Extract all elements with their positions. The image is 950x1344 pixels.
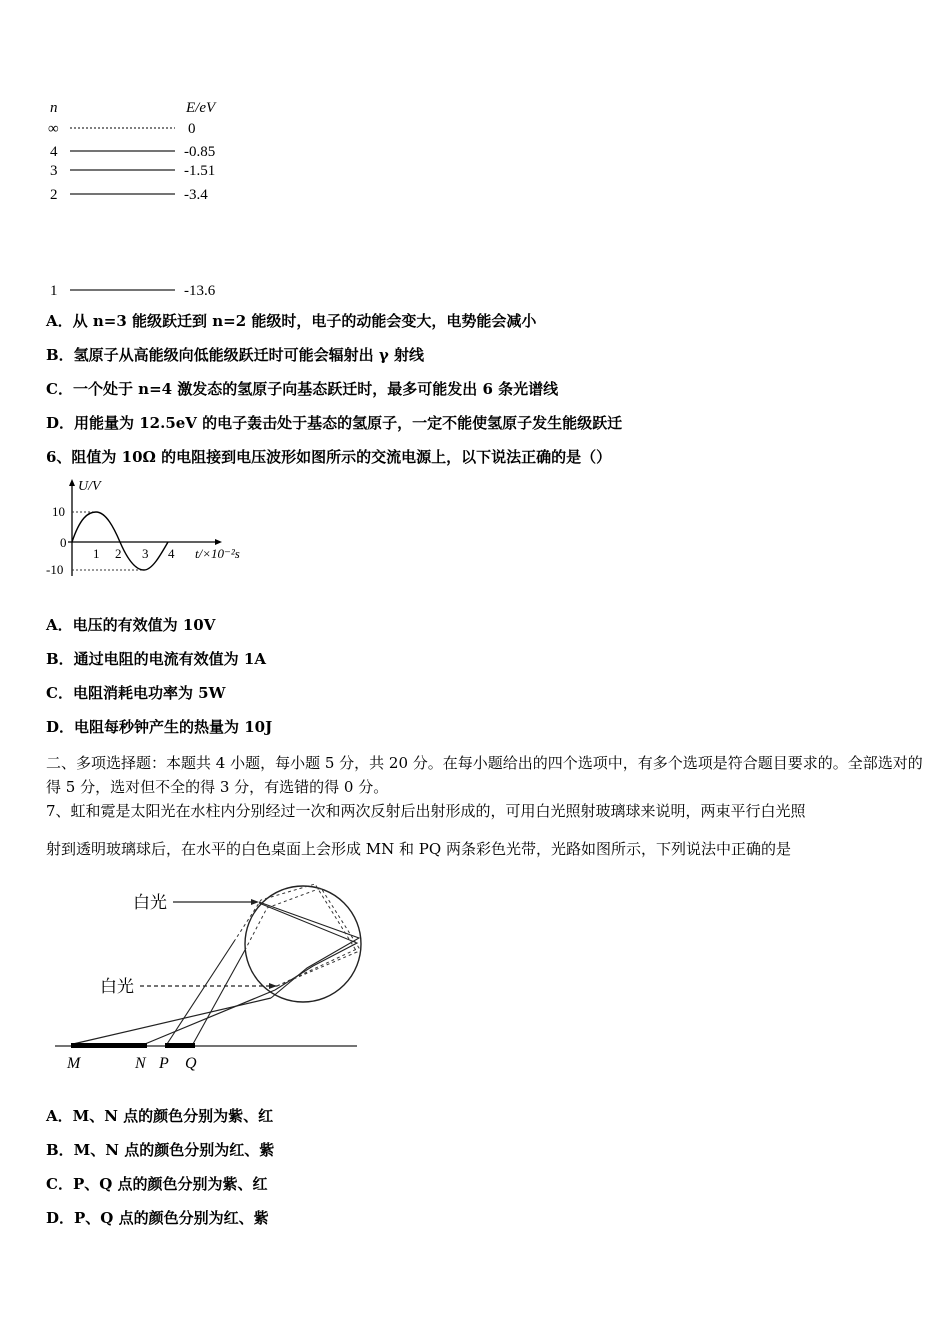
glass-sphere-diagram [45,870,375,1080]
exit-ray-n [145,990,275,1044]
q6-stem: 6、阻值为 10Ω 的电阻接到电压波形如图所示的交流电源上，以下说法正确的是（） [46,448,612,466]
q7-option-a: A．M、N 点的颜色分别为紫、红 [46,1107,274,1125]
level-label-inf: ∞ [48,121,59,137]
q7-option-c: C．P、Q 点的颜色分别为紫、红 [46,1175,268,1193]
x-axis-label: t/×10⁻²s [195,546,240,561]
level-energy-4: -0.85 [184,144,216,160]
y-axis-arrow [69,479,75,486]
white-light-arrow-2 [269,983,277,989]
voltage-waveform-graph [40,476,270,586]
point-p: P [159,1055,169,1072]
q6-option-d: D．电阻每秒钟产生的热量为 10J [46,718,273,736]
exit-ray-p [167,940,235,1044]
q5-option-b: B．氢原子从高能级向低能级跃迁时可能会辐射出 γ 射线 [46,346,425,364]
level-energy-1: -13.6 [184,283,216,299]
level-energy-inf: 0 [188,121,196,137]
band-mn [71,1043,147,1048]
level-label-2: 2 [50,187,58,203]
n-header: n [50,100,58,116]
section2-heading: 二、多项选择题：本题共 4 小题，每小题 5 分，共 20 分。在每小题给出的四个选项中，有多个选项是符合题目要求的。全部选对的得 5 分，选对但不全的得 3 分，有选错的得 0 分。 [46,754,923,796]
point-q: Q [185,1055,197,1072]
q6-option-b: B．通过电阻的电流有效值为 1A [46,650,266,668]
q7-stem-line2: 射到透明玻璃球后，在水平的白色桌面上会形成 MN 和 PQ 两条彩色光带，光路如图所示，下列说法中正确的是 [46,840,791,858]
q7-option-b: B．M、N 点的颜色分别为红、紫 [46,1141,275,1159]
x-tick-2: 2 [115,546,122,561]
q6-option-a: A．电压的有效值为 10V [46,616,216,634]
x-tick-1: 1 [93,546,100,561]
level-label-1: 1 [50,283,58,299]
level-label-4: 4 [50,144,58,160]
x-axis-arrow [215,539,222,545]
y-zero-label: 0 [60,535,67,550]
point-m: M [67,1055,81,1072]
level-energy-3: -1.51 [184,163,216,179]
x-tick-4: 4 [168,546,175,561]
energy-level-diagram [40,95,240,305]
point-n: N [135,1055,146,1072]
x-tick-3: 3 [142,546,149,561]
level-energy-2: -3.4 [184,187,208,203]
white-light-label-1: 白光 [133,893,167,912]
internal-ray-rainbow-2 [259,903,357,990]
q5-option-a: A．从 n=3 能级跃迁到 n=2 能级时，电子的动能会变大，电势能会减小 [46,312,537,330]
white-light-label-2: 白光 [100,977,134,996]
level-label-3: 3 [50,163,58,179]
e-header: E/eV [186,100,216,116]
q5-option-c: C．一个处于 n=4 激发态的氢原子向基态跃迁时，最多可能发出 6 条光谱线 [46,380,559,398]
sine-wave [72,512,168,570]
y-max-label: 10 [52,504,65,519]
q5-option-d: D．用能量为 12.5eV 的电子轰击处于基态的氢原子，一定不能使氢原子发生能级跃迁 [46,414,623,432]
q7-stem-line1: 7、虹和霓是太阳光在水柱内分别经过一次和两次反射后出射形成的，可用白光照射玻璃球来说明，两束平行白光照 [46,802,806,820]
y-min-label: -10 [46,562,64,577]
band-pq [165,1043,195,1048]
y-axis-label: U/V [78,479,101,494]
q7-option-d: D．P、Q 点的颜色分别为红、紫 [46,1209,269,1227]
q6-option-c: C．电阻消耗电功率为 5W [46,684,226,702]
